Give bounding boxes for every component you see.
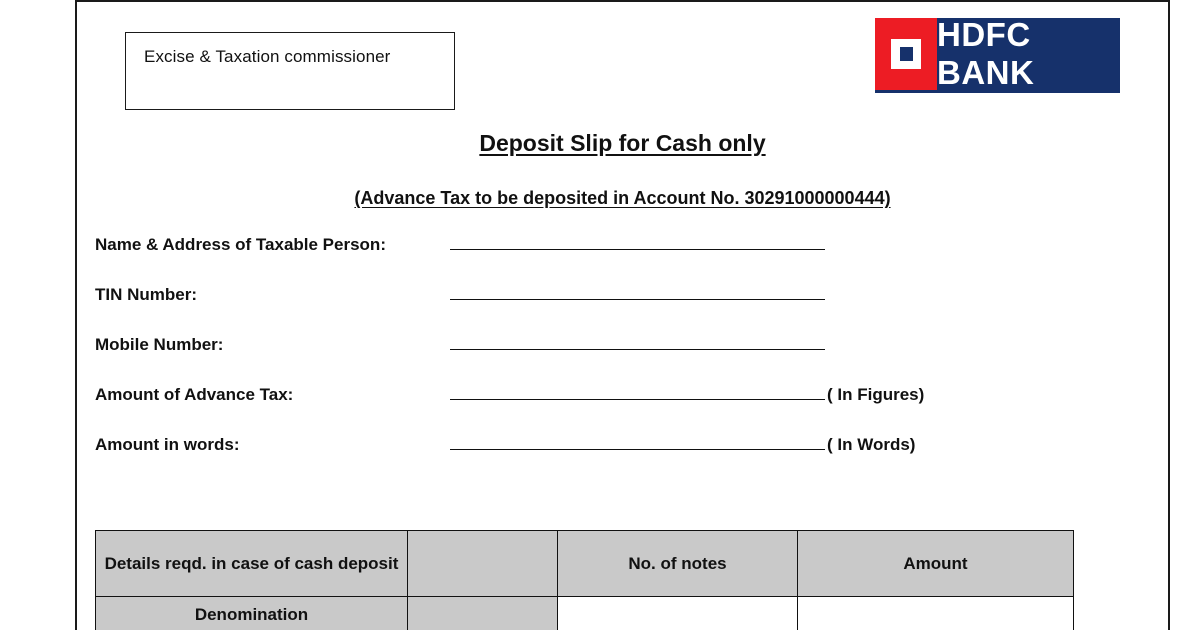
cash-denomination-table <box>95 530 1074 630</box>
table-cell-denomination: Denomination <box>96 597 408 630</box>
field-label: TIN Number: <box>95 285 197 304</box>
field-row-amount-figures <box>95 384 1135 434</box>
field-input-tin-number[interactable] <box>450 284 825 300</box>
table-cell-no-of-notes[interactable] <box>558 597 798 630</box>
table-cell-blank <box>408 597 558 630</box>
field-input-mobile-number[interactable] <box>450 334 825 350</box>
table-header-details: Details reqd. in case of cash deposit <box>96 531 408 597</box>
page-subtitle-text: (Advance Tax to be deposited in Account No. 30291000000444) <box>354 188 891 208</box>
logo-inner-white-square <box>891 39 921 69</box>
field-label: Amount of Advance Tax: <box>95 385 294 404</box>
field-input-amount-figures[interactable] <box>450 384 825 400</box>
field-suffix-in-words: ( In Words) <box>827 435 916 454</box>
field-label: Mobile Number: <box>95 335 224 354</box>
table-row <box>96 597 1074 630</box>
bank-name-text: HDFC BANK <box>937 18 1120 90</box>
field-row-name-address <box>95 234 1135 284</box>
page-title <box>77 130 1168 157</box>
field-row-tin-number <box>95 284 1135 334</box>
page-subtitle <box>77 188 1168 209</box>
deposit-slip-sheet <box>75 0 1170 630</box>
field-input-name-address[interactable] <box>450 234 825 250</box>
table-header <box>96 531 1074 597</box>
form-fields <box>95 234 1135 484</box>
table-header-row <box>96 531 1074 597</box>
office-name-text: Excise & Taxation commissioner <box>144 47 391 66</box>
field-row-mobile-number <box>95 334 1135 384</box>
field-input-amount-words[interactable] <box>450 434 825 450</box>
logo-inner-blue-square <box>900 47 913 61</box>
table-header-blank <box>408 531 558 597</box>
page-title-text: Deposit Slip for Cash only <box>479 130 766 156</box>
hdfc-square-icon <box>875 18 937 90</box>
table-cell-amount[interactable] <box>798 597 1074 630</box>
field-label: Amount in words: <box>95 435 240 454</box>
field-label: Name & Address of Taxable Person: <box>95 235 386 254</box>
table-header-amount: Amount <box>798 531 1074 597</box>
office-name-box <box>125 32 455 110</box>
table-body <box>96 597 1074 630</box>
hdfc-bank-logo <box>875 18 1120 93</box>
field-suffix-in-figures: ( In Figures) <box>827 385 925 404</box>
table-header-no-of-notes: No. of notes <box>558 531 798 597</box>
field-row-amount-words <box>95 434 1135 484</box>
